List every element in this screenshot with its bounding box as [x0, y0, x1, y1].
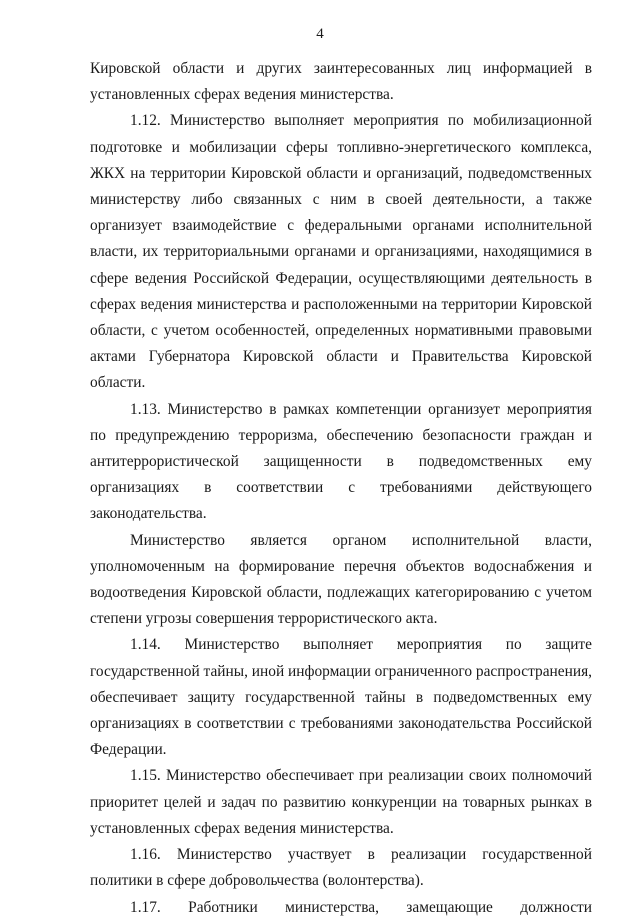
paragraph-1-15: 1.15. Министерство обеспечивает при реализации своих полномочий приоритет целей и задач по развитию конкуренции на товарных рынках в установленных сферах ведения министерства. [90, 767, 592, 837]
document-body [90, 56, 592, 921]
paragraph-continuation: Кировской области и других заинтересованных лиц информацией в установленных сферах ведения министерства. [90, 60, 592, 104]
paragraph-1-13-continued: Министерство является органом исполнительной власти, уполномоченным на формирование перечня объектов водоснабжения и водоотведения Кировской области, подлежащих категорированию с учетом степени угрозы совершения террористического акта. [90, 531, 592, 628]
paragraph-1-14: 1.14. Министерство выполняет мероприятия по защите государственной тайны, иной информации ограниченного распространения, обеспечивает защиту государственной тайны в подведомственных ему организациях в соответствии с требованиями законодательства Российской Федерации. [90, 636, 592, 759]
page-number: 4 [316, 26, 324, 42]
paragraph-1-16: 1.16. Министерство участвует в реализации государственной политики в сфере добровольчества (волонтерства). [90, 846, 592, 890]
paragraph-1-13: 1.13. Министерство в рамках компетенции организует мероприятия по предупреждению терроризма, обеспечению безопасности граждан и антитеррористической защищенности в подведомственных ему организациях в соответствии с требованиями действующего законодательства. [90, 400, 592, 523]
paragraph-1-17: 1.17. Работники министерства, замещающие должности [130, 898, 592, 916]
paragraph-1-12: 1.12. Министерство выполняет мероприятия по мобилизационной подготовке и мобилизации сферы топливно-энергетического комплекса, ЖКХ на территории Кировской области и организаций, подведомственных министерству либо связанных с ним в своей деятельности, а также организует взаимодействие с федеральными органами исполнительной власти, их территориальными органами и организациями, находящимися в сфере ведения Российской Федерации, осуществляющими деятельность в сферах ведения министерства и расположенными на территории Кировской области, с учетом особенностей, определенных нормативными правовыми актами Губернатора Кировской области и Правительства Кировской области. [90, 112, 592, 392]
